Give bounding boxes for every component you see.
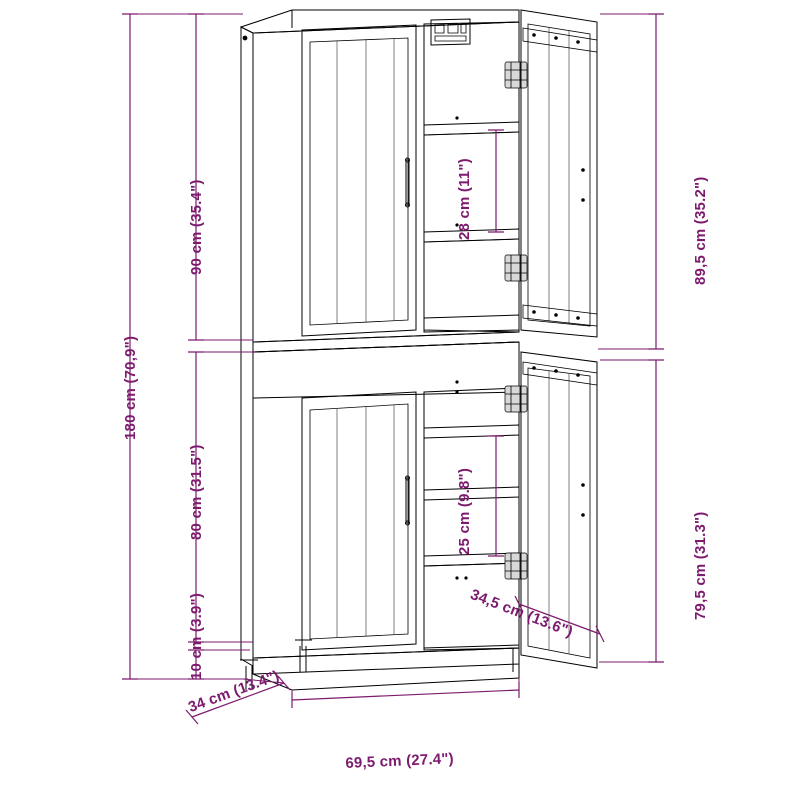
dim-door-open-depth: 34,5 cm (13.6") bbox=[467, 586, 576, 641]
dim-right-lower-door: 79,5 cm (31.3") bbox=[692, 511, 709, 620]
dim-right-upper-door: 89,5 cm (35.2") bbox=[692, 176, 709, 285]
dim-lower-height: 80 cm (31.5") bbox=[188, 444, 205, 540]
dim-depth: 34 cm (13.4") bbox=[186, 667, 282, 716]
dim-total-height: 180 cm (70,9") bbox=[122, 335, 139, 440]
dim-width: 69,5 cm (27.4") bbox=[345, 750, 455, 772]
dim-lower-shelf-gap: 25 cm (9.8") bbox=[456, 467, 473, 555]
dim-leg-height: 10 cm (3.9") bbox=[188, 592, 205, 680]
dim-upper-height: 90 cm (35.4") bbox=[188, 179, 205, 275]
dim-upper-shelf-gap: 28 cm (11") bbox=[456, 158, 473, 240]
